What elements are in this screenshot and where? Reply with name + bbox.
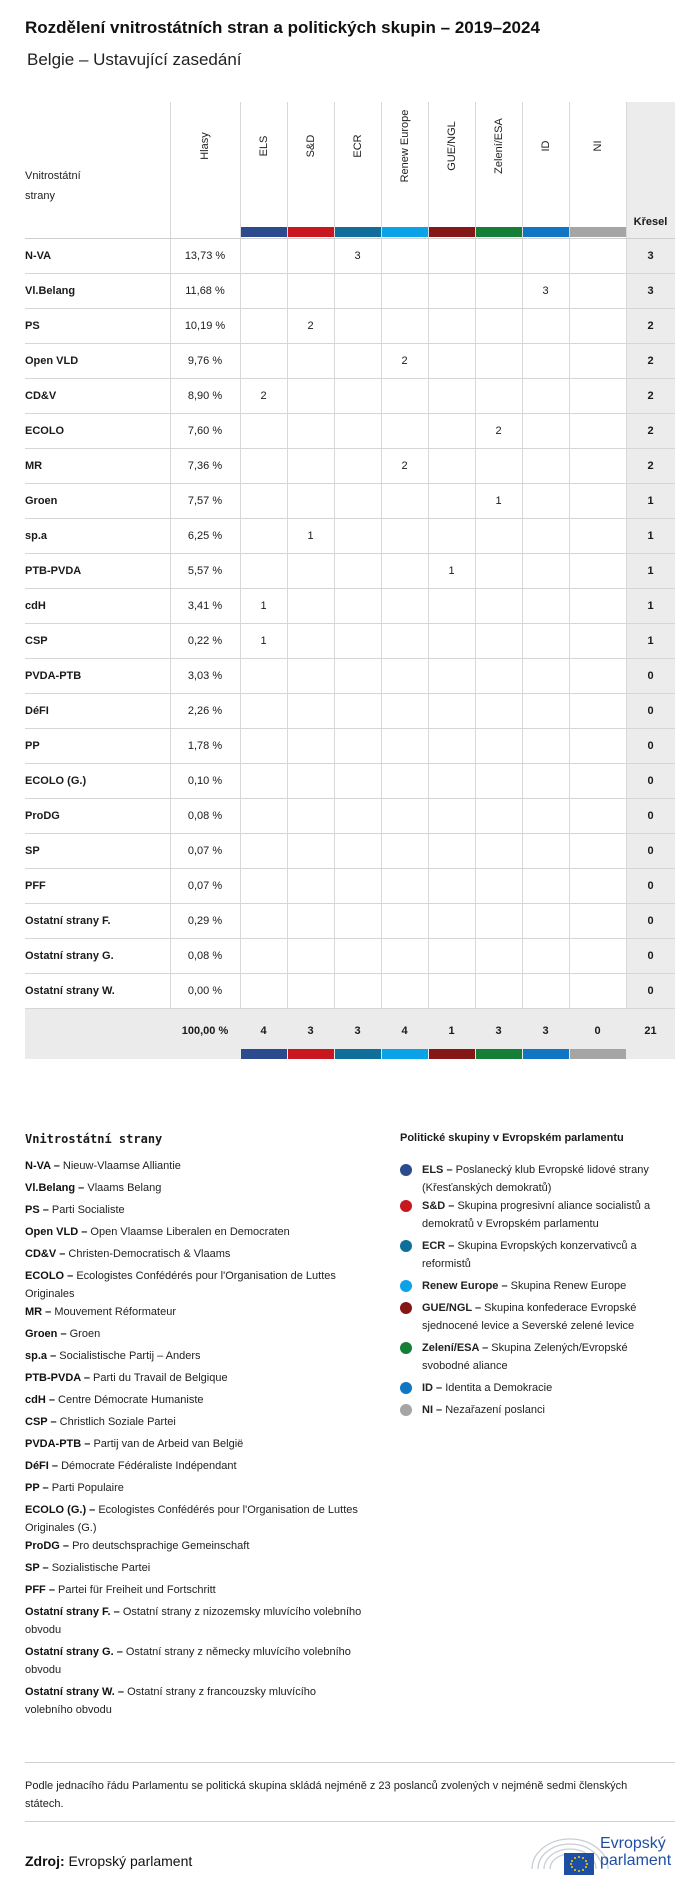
seats-value: 1 — [647, 600, 654, 612]
group-seat-value: 2 — [495, 425, 502, 437]
party-legend-item — [25, 1157, 365, 1175]
legend-name: Poslanecký klub Evropské lidové strany (Křesťanských demokratů) — [422, 1164, 649, 1194]
group-legend-item — [422, 1339, 677, 1375]
party-legend-item — [25, 1559, 365, 1577]
total-votes: 100,00 % — [181, 1025, 229, 1037]
votes-value: 10,19 % — [184, 320, 226, 332]
ep-logo[interactable] — [528, 1831, 678, 1877]
party-name: PP — [25, 740, 40, 752]
votes-column-header — [197, 102, 213, 232]
source-value: Evropský parlament — [68, 1853, 193, 1869]
group-color-dot — [400, 1404, 412, 1416]
group-header-2-label: ECR — [351, 134, 364, 158]
legend-name: Identita a Demokracie — [445, 1382, 553, 1394]
party-legend-item — [25, 1325, 365, 1343]
group-color-dot — [400, 1382, 412, 1394]
group-color-bar — [523, 1049, 569, 1059]
group-legend-item — [422, 1237, 677, 1273]
table-row — [25, 344, 675, 379]
group-header-6-label: ID — [539, 140, 552, 152]
legend-abbr: SP – — [25, 1562, 52, 1574]
seats-value: 2 — [647, 425, 654, 437]
legend-name: Skupina Zelených/Evropské svobodné aliance — [422, 1342, 628, 1372]
legend-abbr: CSP – — [25, 1416, 60, 1428]
party-legend-item — [25, 1479, 365, 1497]
votes-value: 0,08 % — [187, 810, 223, 822]
group-color-bar — [429, 1049, 475, 1059]
total-group-seats: 3 — [354, 1025, 361, 1037]
seats-value: 2 — [647, 355, 654, 367]
legend-abbr: Renew Europe – — [422, 1280, 511, 1292]
votes-value: 0,08 % — [187, 950, 223, 962]
seats-value: 1 — [647, 565, 654, 577]
seats-value: 0 — [647, 810, 654, 822]
group-seat-value: 1 — [448, 565, 455, 577]
legend-abbr: N-VA – — [25, 1160, 63, 1172]
seats-value: 0 — [647, 985, 654, 997]
votes-value: 3,03 % — [187, 670, 223, 682]
legend-abbr: PS – — [25, 1204, 52, 1216]
legend-name: Christen-Democratisch & Vlaams — [68, 1248, 231, 1260]
seats-value: 0 — [647, 775, 654, 787]
party-name: Vl.Belang — [25, 285, 76, 297]
legend-abbr: GUE/NGL – — [422, 1302, 485, 1314]
party-legend-item — [25, 1201, 365, 1219]
table-row — [25, 869, 675, 904]
group-color-dot — [400, 1342, 412, 1354]
group-color-dot — [400, 1200, 412, 1212]
group-seat-value: 2 — [401, 460, 408, 472]
seats-value: 0 — [647, 915, 654, 927]
group-header-3-label: Renew Europe — [398, 109, 411, 183]
votes-value: 0,00 % — [187, 985, 223, 997]
legend-name: Vlaams Belang — [87, 1182, 162, 1194]
source-line — [25, 1853, 192, 1869]
group-seat-value: 2 — [401, 355, 408, 367]
party-name: PFF — [25, 880, 46, 892]
group-header-6 — [538, 102, 554, 232]
table-row — [25, 659, 675, 694]
table-row — [25, 414, 675, 449]
group-seat-value: 1 — [260, 600, 267, 612]
legend-abbr: Vl.Belang – — [25, 1182, 88, 1194]
seats-value: 2 — [647, 320, 654, 332]
votes-column-header-label: Hlasy — [199, 132, 211, 160]
legend-abbr: Groen – — [25, 1328, 70, 1340]
legend-abbr: Zelení/ESA – — [422, 1342, 492, 1354]
legend-name: Ecologistes Confédérés pour l'Organisation de Luttes Originales (G.) — [25, 1504, 358, 1534]
group-seat-value: 2 — [307, 320, 314, 332]
party-name: SP — [25, 845, 40, 857]
group-color-dot — [400, 1240, 412, 1252]
legend-abbr: CD&V – — [25, 1248, 69, 1260]
group-header-5 — [491, 102, 507, 232]
party-legend-item — [25, 1369, 365, 1387]
seats-column-header: Křesel — [633, 216, 668, 228]
group-seat-value: 2 — [260, 390, 267, 402]
party-legend-item — [25, 1179, 365, 1197]
party-legend-item — [25, 1435, 365, 1453]
party-name: Open VLD — [25, 355, 79, 367]
legend-abbr: Ostatní strany F. – — [25, 1606, 123, 1618]
party-legend-item — [25, 1391, 365, 1409]
legend-name: Nieuw-Vlaamse Alliantie — [62, 1160, 181, 1172]
legend-abbr: PVDA-PTB – — [25, 1438, 94, 1450]
party-legend-item — [25, 1603, 365, 1639]
party-legend-item — [25, 1267, 365, 1303]
divider — [25, 1762, 675, 1763]
group-seat-value: 1 — [260, 635, 267, 647]
legend-name: Démocrate Fédéraliste Indépendant — [61, 1460, 237, 1472]
legend-name: Skupina progresivní aliance socialistů a demokratů v Evropském parlamentu — [422, 1200, 651, 1230]
party-name: DéFI — [25, 705, 49, 717]
party-name: CSP — [25, 635, 48, 647]
group-color-bar — [570, 1049, 626, 1059]
table-row — [25, 764, 675, 799]
legend-name: Open Vlaamse Liberalen en Democraten — [90, 1226, 290, 1238]
votes-value: 7,57 % — [187, 495, 223, 507]
group-seat-value: 3 — [542, 285, 549, 297]
group-header-1-label: S&D — [304, 134, 317, 158]
votes-value: 0,22 % — [187, 635, 223, 647]
group-seat-value: 1 — [495, 495, 502, 507]
footnote: Podle jednacího řádu Parlamentu se politická skupina skládá nejméně z 23 poslanců zvolených v nejméně sedmi členských státech. — [25, 1780, 628, 1810]
group-color-dot — [400, 1302, 412, 1314]
seats-value: 1 — [647, 635, 654, 647]
group-color-bar — [382, 1049, 428, 1059]
party-legend-item — [25, 1501, 365, 1537]
party-name: Groen — [25, 495, 58, 507]
party-name: Ostatní strany F. — [25, 915, 111, 927]
group-header-7-label: NI — [591, 140, 604, 152]
legend-abbr: MR – — [25, 1306, 55, 1318]
legend-name: Skupina Renew Europe — [510, 1280, 627, 1292]
votes-value: 6,25 % — [187, 530, 223, 542]
total-group-seats: 3 — [495, 1025, 502, 1037]
group-color-bar — [335, 1049, 381, 1059]
votes-value: 3,41 % — [187, 600, 223, 612]
party-legend-item — [25, 1537, 365, 1555]
group-header-0 — [256, 102, 272, 232]
table-row — [25, 904, 675, 939]
legend-name: Ostatní strany z nizozemsky mluvícího volebního obvodu — [25, 1606, 362, 1636]
total-group-seats: 1 — [448, 1025, 455, 1037]
party-legend-item — [25, 1303, 365, 1321]
legend-abbr: ECOLO (G.) – — [25, 1504, 99, 1516]
party-name: MR — [25, 460, 43, 472]
party-name: sp.a — [25, 530, 48, 542]
party-name: Ostatní strany W. — [25, 985, 115, 997]
legend-abbr: PTB-PVDA – — [25, 1372, 94, 1384]
seats-value: 0 — [647, 705, 654, 717]
table-row — [25, 239, 675, 274]
votes-value: 9,76 % — [187, 355, 223, 367]
seats-value: 2 — [647, 460, 654, 472]
votes-value: 5,57 % — [187, 565, 223, 577]
table-row — [25, 624, 675, 659]
party-name: PS — [25, 320, 40, 332]
legend-abbr: PP – — [25, 1482, 52, 1494]
party-name: Ostatní strany G. — [25, 950, 114, 962]
votes-value: 7,60 % — [187, 425, 223, 437]
group-seat-value: 3 — [354, 250, 361, 262]
legend-name: Ostatní strany z německy mluvícího volebního obvodu — [25, 1646, 351, 1676]
logo-line2: parlament — [600, 1852, 672, 1869]
legend-abbr: Ostatní strany G. – — [25, 1646, 126, 1658]
logo-line1: Evropský — [600, 1835, 666, 1852]
totals-row — [25, 1009, 675, 1059]
group-color-bar — [476, 227, 522, 237]
legend-name: Partij van de Arbeid van België — [93, 1438, 244, 1450]
seats-value: 0 — [647, 740, 654, 752]
votes-value: 0,07 % — [187, 880, 223, 892]
group-header-2 — [350, 102, 366, 232]
divider — [25, 1821, 675, 1822]
table-row — [25, 519, 675, 554]
total-group-seats: 3 — [307, 1025, 314, 1037]
table-row — [25, 274, 675, 309]
party-legend-item — [25, 1347, 365, 1365]
group-header-4 — [444, 102, 460, 232]
group-header-4-label: GUE/NGL — [445, 121, 458, 171]
legend-name: Ostatní strany z francouzsky mluvícího volebního obvodu — [25, 1686, 316, 1716]
votes-value: 13,73 % — [184, 250, 226, 262]
table-row — [25, 309, 675, 344]
legend-name: Sozialistische Partei — [51, 1562, 151, 1574]
legend-abbr: cdH – — [25, 1394, 59, 1406]
party-legend-item — [25, 1413, 365, 1431]
total-group-seats: 3 — [542, 1025, 549, 1037]
legend-name: Centre Démocrate Humaniste — [58, 1394, 204, 1406]
votes-value: 0,29 % — [187, 915, 223, 927]
votes-value: 7,36 % — [187, 460, 223, 472]
total-seats: 21 — [644, 1025, 657, 1037]
table-row — [25, 484, 675, 519]
party-column-header: Vnitrostátní strany — [25, 170, 81, 202]
group-header-0-label: ELS — [257, 135, 270, 157]
party-legend-title: Vnitrostátní strany — [25, 1132, 163, 1146]
party-name: PTB-PVDA — [25, 565, 82, 577]
group-color-bar — [429, 227, 475, 237]
table-row — [25, 379, 675, 414]
table-row — [25, 974, 675, 1009]
group-color-bar — [288, 227, 334, 237]
group-header-1 — [303, 102, 319, 232]
votes-value: 2,26 % — [187, 705, 223, 717]
votes-value: 0,07 % — [187, 845, 223, 857]
party-name: ECOLO — [25, 425, 65, 437]
seats-value: 0 — [647, 880, 654, 892]
seats-value: 0 — [647, 950, 654, 962]
group-color-bar — [335, 227, 381, 237]
group-color-bar — [476, 1049, 522, 1059]
legend-abbr: DéFI – — [25, 1460, 62, 1472]
party-legend-item — [25, 1683, 365, 1719]
legend-abbr: Ostatní strany W. – — [25, 1686, 128, 1698]
page-subtitle: Belgie – Ustavující zasedání — [27, 50, 242, 69]
votes-value: 1,78 % — [187, 740, 223, 752]
legend-name: Groen — [69, 1328, 101, 1340]
legend-name: Pro deutschsprachige Gemeinschaft — [72, 1540, 250, 1552]
legend-name: Skupina konfederace Evropské sjednocené levice a Severské zelené levice — [422, 1302, 637, 1332]
seats-value: 0 — [647, 670, 654, 682]
table-header — [25, 102, 675, 239]
legend-name: Christlich Soziale Partei — [59, 1416, 176, 1428]
legend-abbr: PFF – — [25, 1584, 59, 1596]
seats-value: 3 — [647, 250, 654, 262]
seats-value: 2 — [647, 390, 654, 402]
party-legend-item — [25, 1643, 365, 1679]
legend-abbr: ProDG – — [25, 1540, 73, 1552]
group-legend-item — [422, 1197, 677, 1233]
legend-name: Skupina Evropských konzervativců a reformistů — [422, 1240, 637, 1270]
party-name: PVDA-PTB — [25, 670, 82, 682]
party-name: ProDG — [25, 810, 60, 822]
total-group-seats: 0 — [594, 1025, 601, 1037]
legend-abbr: NI – — [422, 1404, 446, 1416]
legend-abbr: ELS – — [422, 1164, 456, 1176]
legend-name: Parti Socialiste — [51, 1204, 125, 1216]
group-header-3 — [397, 102, 413, 232]
legend-name: Parti du Travail de Belgique — [93, 1372, 228, 1384]
party-legend-item — [25, 1581, 365, 1599]
legend-name: Socialistische Partij – Anders — [59, 1350, 201, 1362]
legend-abbr: S&D – — [422, 1200, 458, 1212]
legend-name: Partei für Freiheit und Fortschritt — [58, 1584, 216, 1596]
table-row — [25, 694, 675, 729]
total-group-seats: 4 — [401, 1025, 408, 1037]
group-legend-title: Politické skupiny v Evropském parlamentu — [400, 1132, 624, 1144]
table-row — [25, 799, 675, 834]
group-color-bar — [523, 227, 569, 237]
legend-name: Ecologistes Confédérés pour l'Organisation de Luttes Originales — [25, 1270, 336, 1300]
legend-name: Parti Populaire — [51, 1482, 124, 1494]
table-row — [25, 834, 675, 869]
group-color-bar — [288, 1049, 334, 1059]
seats-value: 1 — [647, 495, 654, 507]
party-legend-item — [25, 1245, 365, 1263]
group-legend-item — [422, 1401, 677, 1419]
legend-abbr: Open VLD – — [25, 1226, 91, 1238]
party-legend-item — [25, 1457, 365, 1475]
group-seat-value: 1 — [307, 530, 314, 542]
legend-name: Mouvement Réformateur — [54, 1306, 177, 1318]
party-name: CD&V — [25, 390, 57, 402]
party-name: ECOLO (G.) — [25, 775, 87, 787]
source-label: Zdroj: — [25, 1853, 65, 1869]
group-legend-item — [422, 1277, 677, 1295]
group-header-7 — [590, 102, 606, 232]
group-color-bar — [241, 227, 287, 237]
total-group-seats: 4 — [260, 1025, 267, 1037]
legend-abbr: sp.a – — [25, 1350, 60, 1362]
group-color-bar — [241, 1049, 287, 1059]
seats-value: 3 — [647, 285, 654, 297]
page-title: Rozdělení vnitrostátních stran a politických skupin – 2019–2024 — [25, 18, 540, 37]
table-row — [25, 729, 675, 764]
group-header-5-label: Zelení/ESA — [492, 118, 505, 174]
group-color-dot — [400, 1280, 412, 1292]
seats-value: 1 — [647, 530, 654, 542]
party-legend-item — [25, 1223, 365, 1241]
table-row — [25, 554, 675, 589]
results-table — [25, 102, 675, 1059]
group-color-dot — [400, 1164, 412, 1176]
group-color-bar — [570, 227, 626, 237]
party-name: cdH — [25, 600, 46, 612]
votes-value: 0,10 % — [187, 775, 223, 787]
table-row — [25, 939, 675, 974]
group-legend-item — [422, 1379, 677, 1397]
table-row — [25, 589, 675, 624]
legend-abbr: ECOLO – — [25, 1270, 77, 1282]
table-row — [25, 449, 675, 484]
group-color-bar — [382, 227, 428, 237]
votes-value: 8,90 % — [187, 390, 223, 402]
group-legend-item — [422, 1299, 677, 1335]
legend-abbr: ID – — [422, 1382, 446, 1394]
legend-abbr: ECR – — [422, 1240, 458, 1252]
group-legend-item — [422, 1161, 677, 1197]
votes-value: 11,68 % — [185, 285, 225, 297]
party-name: N-VA — [25, 250, 52, 262]
seats-value: 0 — [647, 845, 654, 857]
legend-name: Nezařazení poslanci — [445, 1404, 545, 1416]
